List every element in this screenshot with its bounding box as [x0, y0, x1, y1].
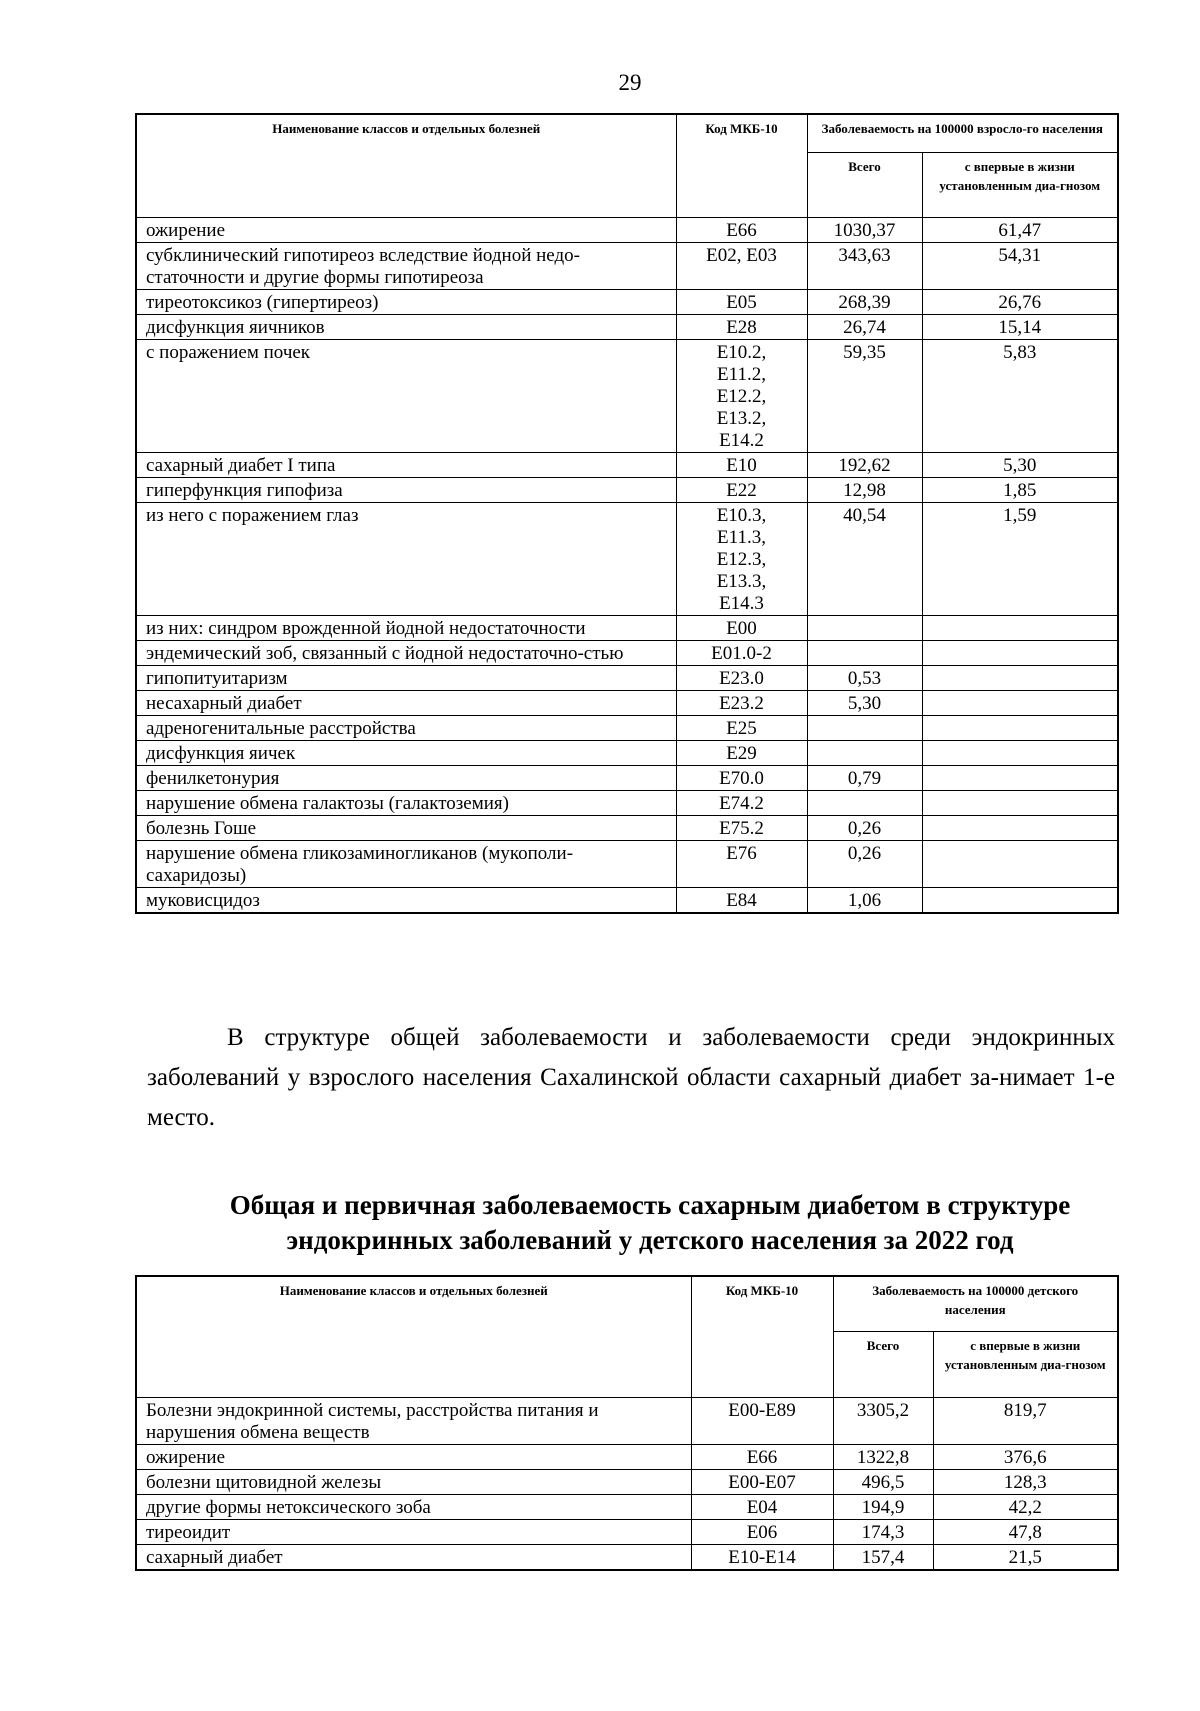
table-row [136, 502, 1118, 615]
icd-code-cell: E70.0 [676, 765, 807, 790]
table-row [136, 477, 1118, 502]
total-rate-cell [807, 715, 922, 740]
total-rate-cell: 192,62 [807, 452, 922, 477]
first-diagnosed-rate-cell: 5,30 [922, 452, 1118, 477]
table-row [136, 640, 1118, 665]
icd-code-cell: E66 [676, 217, 807, 242]
first-diagnosed-rate-cell [922, 887, 1118, 913]
total-rate-cell: 26,74 [807, 314, 922, 339]
table-row [136, 314, 1118, 339]
header-total: Всего [807, 152, 922, 217]
table-row [136, 1519, 1118, 1544]
table-row [136, 765, 1118, 790]
icd-code-cell: E10.3, E11.3, E12.3, E13.3, E14.3 [676, 502, 807, 615]
disease-name-cell: сахарный диабет I типа [136, 452, 676, 477]
section-title-line-1: Общая и первичная заболеваемость сахарным диабетом в структуре [229, 1190, 1071, 1220]
table-row [136, 217, 1118, 242]
first-diagnosed-rate-cell [922, 715, 1118, 740]
disease-name-cell: тиреотоксикоз (гипертиреоз) [136, 289, 676, 314]
disease-name-cell: эндемический зоб, связанный с йодной недостаточно-стью [136, 640, 676, 665]
section-title [150, 1188, 1150, 1258]
icd-code-cell: E74.2 [676, 790, 807, 815]
total-rate-cell: 496,5 [833, 1469, 933, 1494]
icd-code-cell: E28 [676, 314, 807, 339]
icd-code-cell: E00-E89 [691, 1397, 833, 1444]
disease-name-cell: болезнь Гоше [136, 815, 676, 840]
table-row [136, 1444, 1118, 1469]
header-disease-name: Наименование классов и отдельных болезней [136, 114, 676, 217]
icd-code-cell: E04 [691, 1494, 833, 1519]
total-rate-cell: 1030,37 [807, 217, 922, 242]
table-row [136, 242, 1118, 289]
icd-code-cell: E05 [676, 289, 807, 314]
icd-code-cell: E23.2 [676, 690, 807, 715]
header-disease-name: Наименование классов и отдельных болезней [136, 1276, 691, 1397]
summary-paragraph: В структуре общей заболеваемости и заболеваемости среди эндокринных заболеваний у взрослого населения Сахалинской области сахарный диабет за-нимает 1-е место. [147, 1024, 1115, 1131]
icd-code-cell: E22 [676, 477, 807, 502]
header-icd-code: Код МКБ-10 [676, 114, 807, 217]
total-rate-cell [807, 615, 922, 640]
total-rate-cell: 59,35 [807, 339, 922, 452]
total-rate-cell: 1,06 [807, 887, 922, 913]
first-diagnosed-rate-cell: 42,2 [933, 1494, 1118, 1519]
table-row [136, 1397, 1118, 1444]
table-row [136, 1544, 1118, 1570]
table-row [136, 815, 1118, 840]
children-incidence-table [135, 1275, 1119, 1571]
first-diagnosed-rate-cell: 128,3 [933, 1469, 1118, 1494]
first-diagnosed-rate-cell [922, 640, 1118, 665]
header-incidence-group: Заболеваемость на 100000 взросло-го населения [807, 114, 1118, 152]
icd-code-cell: E25 [676, 715, 807, 740]
table-row [136, 1469, 1118, 1494]
first-diagnosed-rate-cell [922, 665, 1118, 690]
first-diagnosed-rate-cell [922, 690, 1118, 715]
disease-name-cell: дисфункция яичек [136, 740, 676, 765]
icd-code-cell: E23.0 [676, 665, 807, 690]
first-diagnosed-rate-cell [922, 815, 1118, 840]
first-diagnosed-rate-cell: 61,47 [922, 217, 1118, 242]
icd-code-cell: E01.0-2 [676, 640, 807, 665]
table-row [136, 339, 1118, 452]
disease-name-cell: ожирение [136, 1444, 691, 1469]
page-number: 29 [618, 70, 642, 95]
disease-name-cell: нарушение обмена гликозаминогликанов (мукополи-сахаридозы) [136, 840, 676, 887]
icd-code-cell: E10-E14 [691, 1544, 833, 1570]
table-row [136, 840, 1118, 887]
total-rate-cell [807, 790, 922, 815]
disease-name-cell: из них: синдром врожденной йодной недостаточности [136, 615, 676, 640]
disease-name-cell: муковисцидоз [136, 887, 676, 913]
total-rate-cell: 0,26 [807, 815, 922, 840]
total-rate-cell: 194,9 [833, 1494, 933, 1519]
header-total: Всего [833, 1331, 933, 1397]
first-diagnosed-rate-cell: 47,8 [933, 1519, 1118, 1544]
disease-name-cell: другие формы нетоксического зоба [136, 1494, 691, 1519]
total-rate-cell: 174,3 [833, 1519, 933, 1544]
header-incidence-group: Заболеваемость на 100000 детского населения [833, 1276, 1118, 1331]
icd-code-cell: E00 [676, 615, 807, 640]
disease-name-cell: гиперфункция гипофиза [136, 477, 676, 502]
first-diagnosed-rate-cell: 21,5 [933, 1544, 1118, 1570]
icd-code-cell: E06 [691, 1519, 833, 1544]
total-rate-cell: 3305,2 [833, 1397, 933, 1444]
header-icd-code: Код МКБ-10 [691, 1276, 833, 1397]
icd-code-cell: E75.2 [676, 815, 807, 840]
first-diagnosed-rate-cell [922, 615, 1118, 640]
first-diagnosed-rate-cell: 1,85 [922, 477, 1118, 502]
icd-code-cell: E00-E07 [691, 1469, 833, 1494]
first-diagnosed-rate-cell [922, 765, 1118, 790]
disease-name-cell: адреногенитальные расстройства [136, 715, 676, 740]
disease-name-cell: нарушение обмена галактозы (галактоземия) [136, 790, 676, 815]
first-diagnosed-rate-cell: 54,31 [922, 242, 1118, 289]
first-diagnosed-rate-cell: 376,6 [933, 1444, 1118, 1469]
first-diagnosed-rate-cell [922, 790, 1118, 815]
icd-code-cell: E84 [676, 887, 807, 913]
disease-name-cell: ожирение [136, 217, 676, 242]
table-row [136, 887, 1118, 913]
disease-name-cell: болезни щитовидной железы [136, 1469, 691, 1494]
disease-name-cell: несахарный диабет [136, 690, 676, 715]
disease-name-cell: с поражением почек [136, 339, 676, 452]
disease-name-cell: тиреоидит [136, 1519, 691, 1544]
first-diagnosed-rate-cell: 1,59 [922, 502, 1118, 615]
total-rate-cell: 343,63 [807, 242, 922, 289]
total-rate-cell [807, 640, 922, 665]
table-row [136, 740, 1118, 765]
first-diagnosed-rate-cell: 819,7 [933, 1397, 1118, 1444]
first-diagnosed-rate-cell: 15,14 [922, 314, 1118, 339]
first-diagnosed-rate-cell [922, 840, 1118, 887]
disease-name-cell: гипопитуитаризм [136, 665, 676, 690]
total-rate-cell: 12,98 [807, 477, 922, 502]
total-rate-cell: 5,30 [807, 690, 922, 715]
table-row [136, 289, 1118, 314]
table-row [136, 615, 1118, 640]
icd-code-cell: E10 [676, 452, 807, 477]
total-rate-cell: 0,26 [807, 840, 922, 887]
section-title-line-2: эндокринных заболеваний у детского населения за 2022 год [286, 1225, 1014, 1255]
icd-code-cell: E66 [691, 1444, 833, 1469]
disease-name-cell: сахарный диабет [136, 1544, 691, 1570]
disease-name-cell: субклинический гипотиреоз вследствие йодной недо-статочности и другие формы гипотиреоза [136, 242, 676, 289]
total-rate-cell: 40,54 [807, 502, 922, 615]
icd-code-cell: E76 [676, 840, 807, 887]
disease-name-cell: из него с поражением глаз [136, 502, 676, 615]
total-rate-cell: 157,4 [833, 1544, 933, 1570]
total-rate-cell [807, 740, 922, 765]
table-row [136, 452, 1118, 477]
total-rate-cell: 1322,8 [833, 1444, 933, 1469]
total-rate-cell: 268,39 [807, 289, 922, 314]
first-diagnosed-rate-cell [922, 740, 1118, 765]
icd-code-cell: E02, E03 [676, 242, 807, 289]
disease-name-cell: Болезни эндокринной системы, расстройства питания и нарушения обмена веществ [136, 1397, 691, 1444]
first-diagnosed-rate-cell: 5,83 [922, 339, 1118, 452]
table-row [136, 690, 1118, 715]
first-diagnosed-rate-cell: 26,76 [922, 289, 1118, 314]
table-row [136, 665, 1118, 690]
adult-incidence-table [135, 113, 1119, 914]
header-first-diagnosed: с впервые в жизни установленным диа-гнозом [933, 1331, 1118, 1397]
icd-code-cell: E10.2, E11.2, E12.2, E13.2, E14.2 [676, 339, 807, 452]
total-rate-cell: 0,53 [807, 665, 922, 690]
table-row [136, 715, 1118, 740]
disease-name-cell: фенилкетонурия [136, 765, 676, 790]
header-first-diagnosed: с впервые в жизни установленным диа-гнозом [922, 152, 1118, 217]
table-row [136, 1494, 1118, 1519]
icd-code-cell: E29 [676, 740, 807, 765]
table-row [136, 790, 1118, 815]
total-rate-cell: 0,79 [807, 765, 922, 790]
disease-name-cell: дисфункция яичников [136, 314, 676, 339]
